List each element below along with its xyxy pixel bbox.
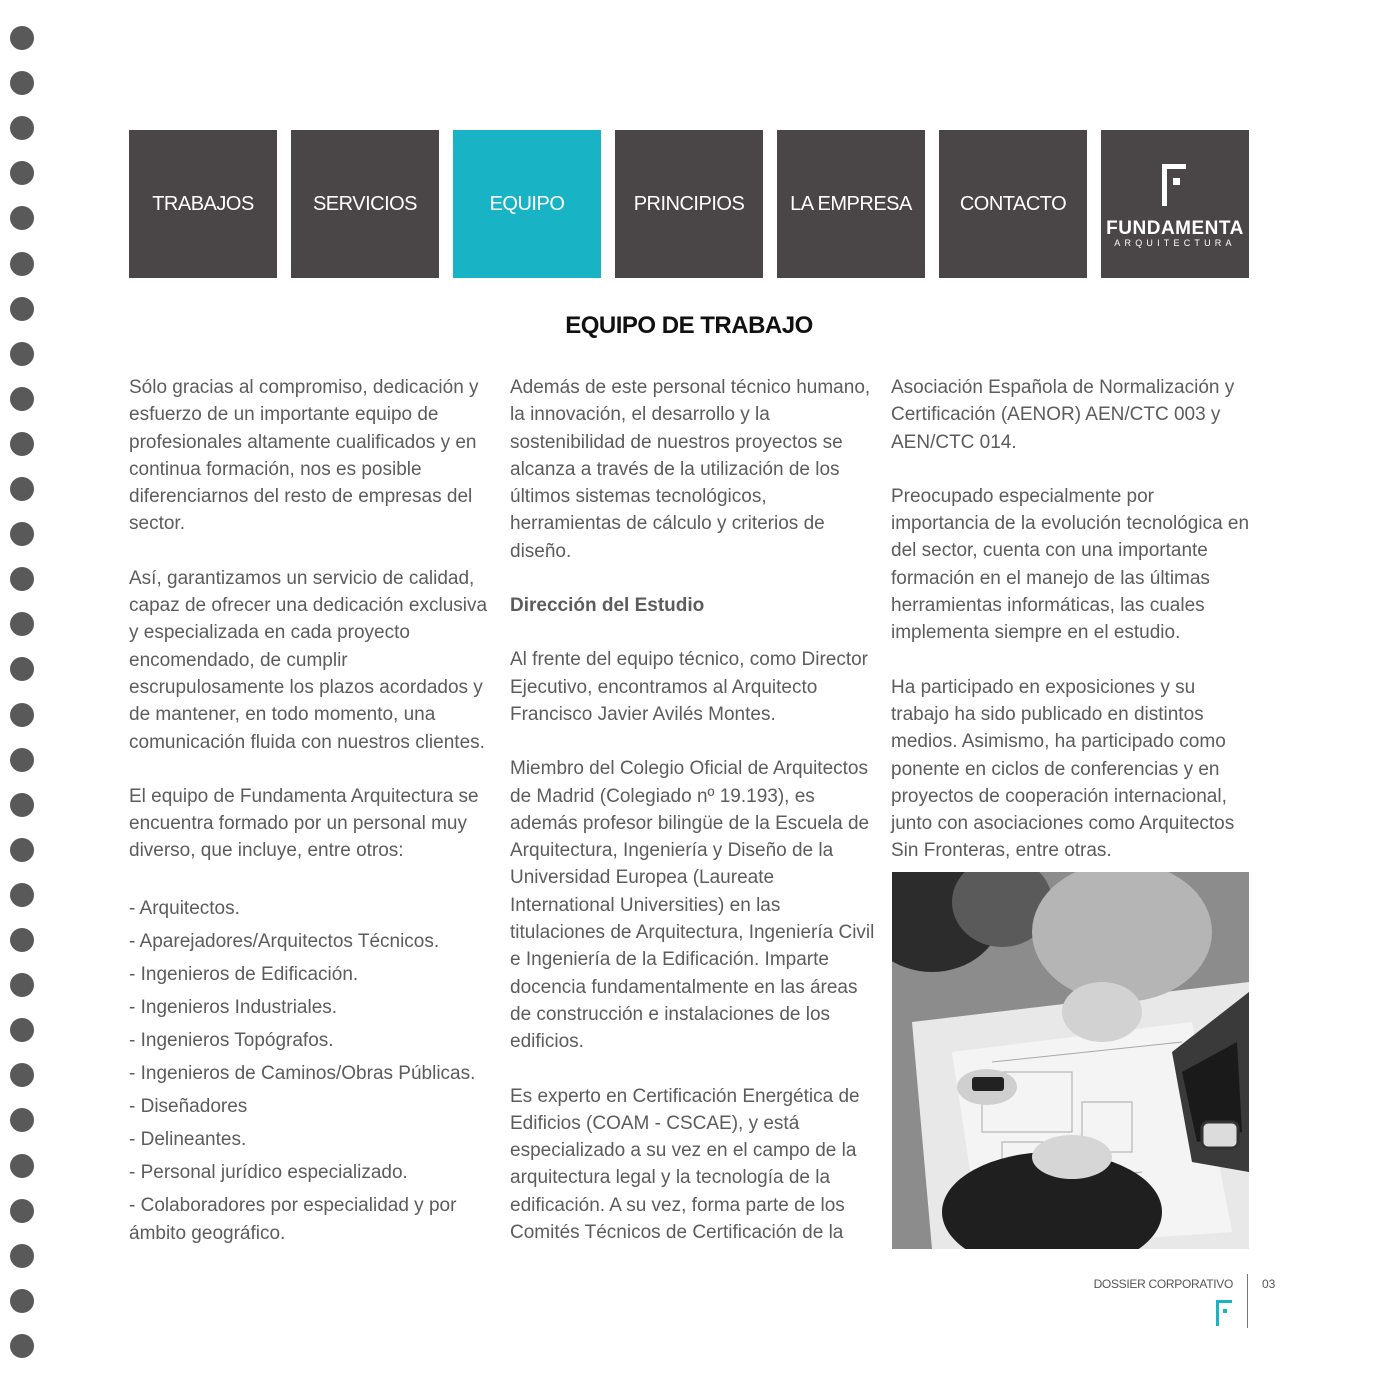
paragraph: Además de este personal técnico humano, la innovación, el desarrollo y la sostenibilidad de nuestros proyectos se alcanza a través de la utilización de los últimos sistemas tecnológicos, herramientas de cálculo y criterios de diseño. xyxy=(510,377,871,562)
list-item: - Ingenieros Topógrafos. xyxy=(129,1029,334,1051)
paragraph: Al frente del equipo técnico, como Director Ejecutivo, encontramos al Arquitecto Francisco Javier Avilés Montes. xyxy=(510,649,869,725)
binding-ring xyxy=(10,116,34,140)
page-title: EQUIPO DE TRABAJO xyxy=(565,312,813,339)
binding-ring xyxy=(10,522,34,546)
binding-ring xyxy=(10,342,34,366)
main-nav xyxy=(129,130,1249,278)
logo-subtitle: ARQUITECTURA xyxy=(1114,238,1236,248)
nav-la-empresa[interactable]: LA EMPRESA xyxy=(777,130,925,278)
binding-ring xyxy=(10,612,34,636)
list-item: - Ingenieros Industriales. xyxy=(129,996,338,1018)
binding-ring xyxy=(10,1334,34,1358)
binding-ring xyxy=(10,973,34,997)
binding-ring xyxy=(10,567,34,591)
paragraph: Ha participado en exposiciones y su trabajo ha sido publicado en distintos medios. Asimismo, ha participado como ponente en ciclos de conferencias y en proyectos de cooperación internacional, junto con asociaciones como Arquitectos Sin Fronteras, entre otras. xyxy=(891,676,1235,862)
list-item: - Personal jurídico especializado. xyxy=(129,1161,408,1183)
list-item: - Delineantes. xyxy=(129,1128,247,1150)
list-item: - Colaboradores por especialidad y por ámbito geográfico. xyxy=(129,1194,457,1244)
footer-logo-icon xyxy=(1216,1300,1232,1326)
logo-tile[interactable] xyxy=(1101,130,1249,278)
logo-name: FUNDAMENTA xyxy=(1106,218,1244,239)
paragraph: Así, garantizamos un servicio de calidad, capaz de ofrecer una dedicación exclusiva y especializada en cada proyecto encomendado, de cumplir escrupulosamente los plazos acordados y de mantener, en todo momento, una comunicación fluida con nuestros clientes. xyxy=(129,567,488,753)
section-subhead: Dirección del Estudio xyxy=(510,595,705,617)
nav-equipo[interactable]: EQUIPO xyxy=(453,130,601,278)
binding-ring xyxy=(10,26,34,50)
binding-ring xyxy=(10,703,34,727)
binding-ring xyxy=(10,161,34,185)
binding-ring xyxy=(10,206,34,230)
binding-ring xyxy=(10,1244,34,1268)
team-photo xyxy=(892,872,1249,1249)
nav-trabajos[interactable]: TRABAJOS xyxy=(129,130,277,278)
logo-f-icon xyxy=(1162,164,1186,206)
binding-ring xyxy=(10,1289,34,1313)
list-item: - Ingenieros de Edificación. xyxy=(129,963,359,985)
list-item: - Arquitectos. xyxy=(129,897,240,919)
binding-ring xyxy=(10,252,34,276)
binding-ring xyxy=(10,432,34,456)
page-number: 03 xyxy=(1262,1277,1276,1291)
spiral-binding xyxy=(10,26,36,1366)
binding-ring xyxy=(10,1154,34,1178)
binding-ring xyxy=(10,838,34,862)
list-item: - Aparejadores/Arquitectos Técnicos. xyxy=(129,930,440,952)
paragraph: Miembro del Colegio Oficial de Arquitectos de Madrid (Colegiado nº 19.193), es además profesor bilingüe de la Escuela de Arquitectura, Ingeniería y Diseño de la Universidad Europea (Laureate International Universities) en las titulaciones de Arquitectura, Ingeniería Civil e Ingeniería de la Edificación. Imparte docencia fundamentalmente en las áreas de construcción e instalaciones de los edificios. xyxy=(510,758,875,1053)
column-2 xyxy=(510,374,875,1273)
page-footer xyxy=(1080,1276,1280,1336)
nav-servicios[interactable]: SERVICIOS xyxy=(291,130,439,278)
binding-ring xyxy=(10,71,34,95)
binding-ring xyxy=(10,657,34,681)
binding-ring xyxy=(10,1018,34,1042)
column-1 xyxy=(129,374,489,1248)
nav-principios[interactable]: PRINCIPIOS xyxy=(615,130,763,278)
list-item: - Diseñadores xyxy=(129,1095,248,1117)
binding-ring xyxy=(10,1108,34,1132)
binding-ring xyxy=(10,883,34,907)
nav-contacto[interactable]: CONTACTO xyxy=(939,130,1087,278)
binding-ring xyxy=(10,387,34,411)
paragraph: Asociación Española de Normalización y Certificación (AENOR) AEN/CTC 003 y AEN/CTC 014. xyxy=(891,377,1235,453)
binding-ring xyxy=(10,748,34,772)
staff-list xyxy=(129,892,489,1248)
binding-ring xyxy=(10,1063,34,1087)
binding-ring xyxy=(10,928,34,952)
column-3 xyxy=(891,374,1251,892)
binding-ring xyxy=(10,477,34,501)
paragraph: Es experto en Certificación Energética de Edificios (COAM - CSCAE), y está especializado a su vez en el campo de la arquitectura legal y la tecnología de la edificación. A su vez, forma parte de los Comités Técnicos de Certificación de la xyxy=(510,1085,860,1244)
footer-divider xyxy=(1247,1274,1248,1328)
paragraph: El equipo de Fundamenta Arquitectura se encuentra formado por un personal muy diverso, que incluye, entre otros: xyxy=(129,785,479,862)
paragraph: Preocupado especialmente por importancia de la evolución tecnológica en del sector, cuenta con una importante formación en el manejo de las últimas herramientas informáticas, las cuales implementa siempre en el estudio. xyxy=(891,485,1250,644)
footer-label: DOSSIER CORPORATIVO xyxy=(1093,1277,1233,1291)
binding-ring xyxy=(10,793,34,817)
binding-ring xyxy=(10,1199,34,1223)
list-item: - Ingenieros de Caminos/Obras Públicas. xyxy=(129,1062,476,1084)
paragraph: Sólo gracias al compromiso, dedicación y esfuerzo de un importante equipo de profesionales altamente cualificados y en continua formación, nos es posible diferenciarnos del resto de empresas del sector. xyxy=(129,377,479,535)
team-photo-illustration xyxy=(892,872,1249,1249)
